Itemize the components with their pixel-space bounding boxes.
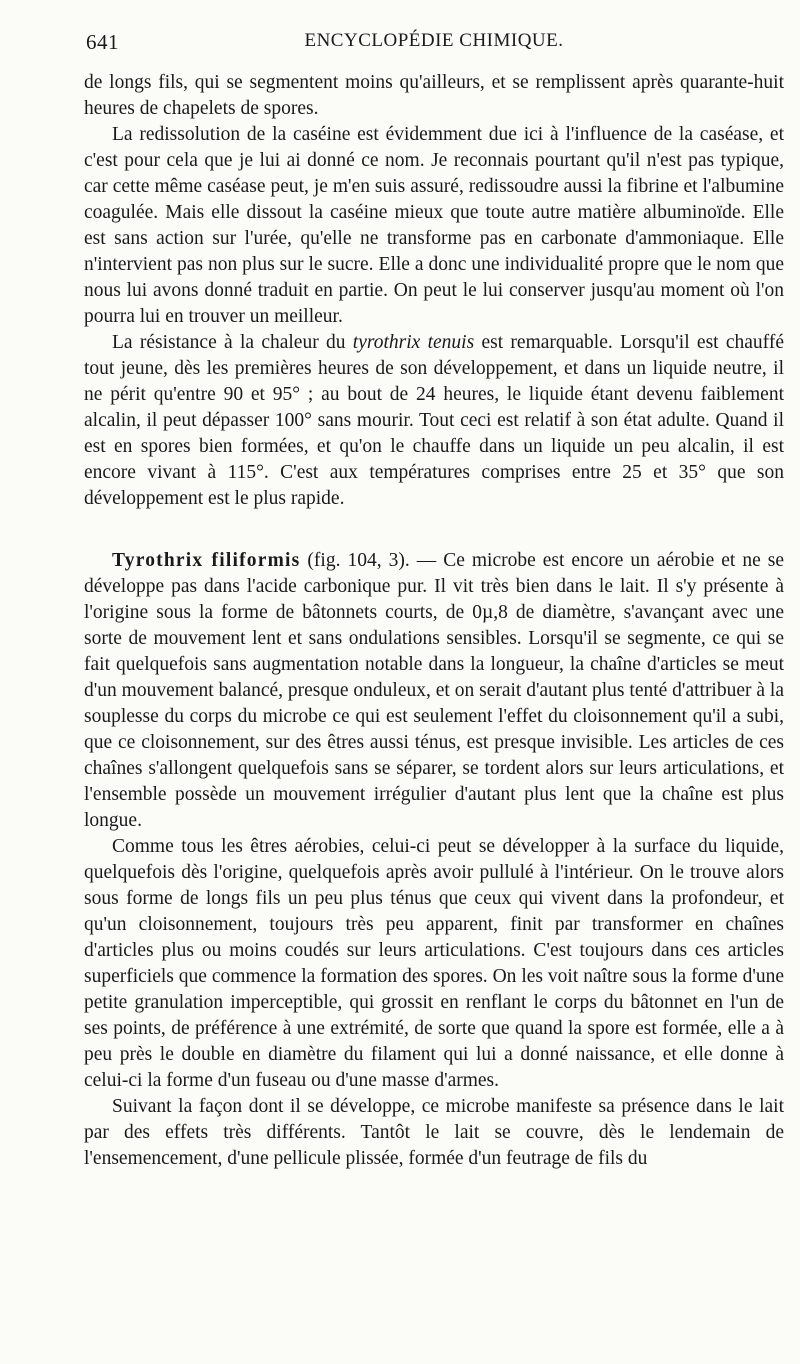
paragraph-milk-effects: Suivant la façon dont il se développe, ce microbe manifeste sa présence dans le lait par des effets très différents. Tantôt le lait se couvre, dès le lendemain de l'ensemencement, d'une pellicule plissée, formée d'un feutrage de fils du xyxy=(84,1096,784,1169)
paragraph-text: est remarquable. Lorsqu'il est chauffé tout jeune, dès les premières heures de son développement, et dans un liquide neutre, il ne périt qu'entre 90 et 95° ; au bout de 24 heures, le liquide étant devenu faiblement alcalin, il peut dépasser 100° sans mourir. Tout ceci est relatif à son état adulte. Quand il est en spores bien formées, et qu'on le chauffe dans un liquide un peu alcalin, il est encore vivant à 115°. C'est aux températures comprises entre 25 et 35° que son développement est le plus rapide. xyxy=(84,332,784,509)
paragraph-heat-resistance xyxy=(84,330,784,512)
paragraph-text: La résistance à la chaleur du xyxy=(112,332,353,353)
paragraph-aerobic-growth: Comme tous les êtres aérobies, celui-ci peut se développer à la surface du liquide, quelquefois dès l'origine, quelquefois après avoir pullulé à l'intérieur. On le trouve alors sous forme de longs fils un peu plus ténus que ceux qui vivent dans la profondeur, et qu'un cloisonnement, toujours très peu apparent, finit par transformer en chaînes d'articles plus ou moins coudés sur leurs articulations. C'est toujours dans ces articles superficiels que commence la formation des spores. On les voit naître sous la forme d'une petite granulation imperceptible, qui grossit en renflant le corps du bâtonnet en l'un de ses points, de préférence à une extrémité, de sorte que quand la spore est formée, elle a à peu près le double en diamètre du filament qui lui a donné naissance, et elle donne à celui-ci la forme d'un fuseau ou d'une masse d'armes. xyxy=(84,836,784,1091)
page-number: 641 xyxy=(86,30,119,54)
paragraph-continuation: de longs fils, qui se segmentent moins qu'ailleurs, et se remplissent après quarante-huit heures de chapelets de spores. xyxy=(84,72,784,119)
page-body xyxy=(84,70,784,1172)
paragraph-text: (fig. 104, 3). — Ce microbe est encore un aérobie et ne se développe pas dans l'acide carbonique pur. Il vit très bien dans le lait. Il s'y présente à l'origine sous la forme de bâtonnets courts, de 0µ,8 de diamètre, s'avançant avec une sorte de mouvement lent et sans ondulations sensibles. Lorsqu'il se segmente, ce qui se fait quelquefois sans augmentation notable dans la longueur, la chaîne d'articles se meut d'un mouvement balancé, presque onduleux, et on serait d'autant plus tenté d'attribuer à la souplesse du corps du microbe ce qui est seulement l'effet du cloisonnement qu'il a subi, que ce cloisonnement, sur des êtres aussi ténus, est presque invisible. Les articles de ces chaînes s'allongent quelquefois sans se séparer, se tordent alors sur leurs articulations, et l'ensemble possède un mouvement irrégulier d'autant plus lent que la chaîne est plus longue. xyxy=(84,550,784,831)
running-title: ENCYCLOPÉDIE CHIMIQUE. xyxy=(304,30,564,51)
species-name: tyrothrix tenuis xyxy=(352,332,475,353)
paragraph-tyrothrix-filiformis xyxy=(84,548,784,834)
paragraph-casease: La redissolution de la caséine est évidemment due ici à l'influence de la caséase, et c'est pour cela que je lui ai donné ce nom. Je reconnais pourtant qu'il n'est pas typique, car cette même caséase peut, je m'en suis assuré, redissoudre aussi la fibrine et l'albumine coagulée. Mais elle dissout la caséine mieux que toute autre matière albuminoïde. Elle est sans action sur l'urée, qu'elle ne transforme pas en carbonate d'ammoniaque. Elle n'intervient pas non plus sur le sucre. Elle a donc une individualité propre que le nom que nous lui avons donné traduit en partie. On peut le lui conserver jusqu'au moment où l'on pourra lui en trouver un meilleur. xyxy=(84,124,784,327)
page-header xyxy=(86,30,782,58)
section-heading: Tyrothrix filiformis xyxy=(112,550,301,571)
